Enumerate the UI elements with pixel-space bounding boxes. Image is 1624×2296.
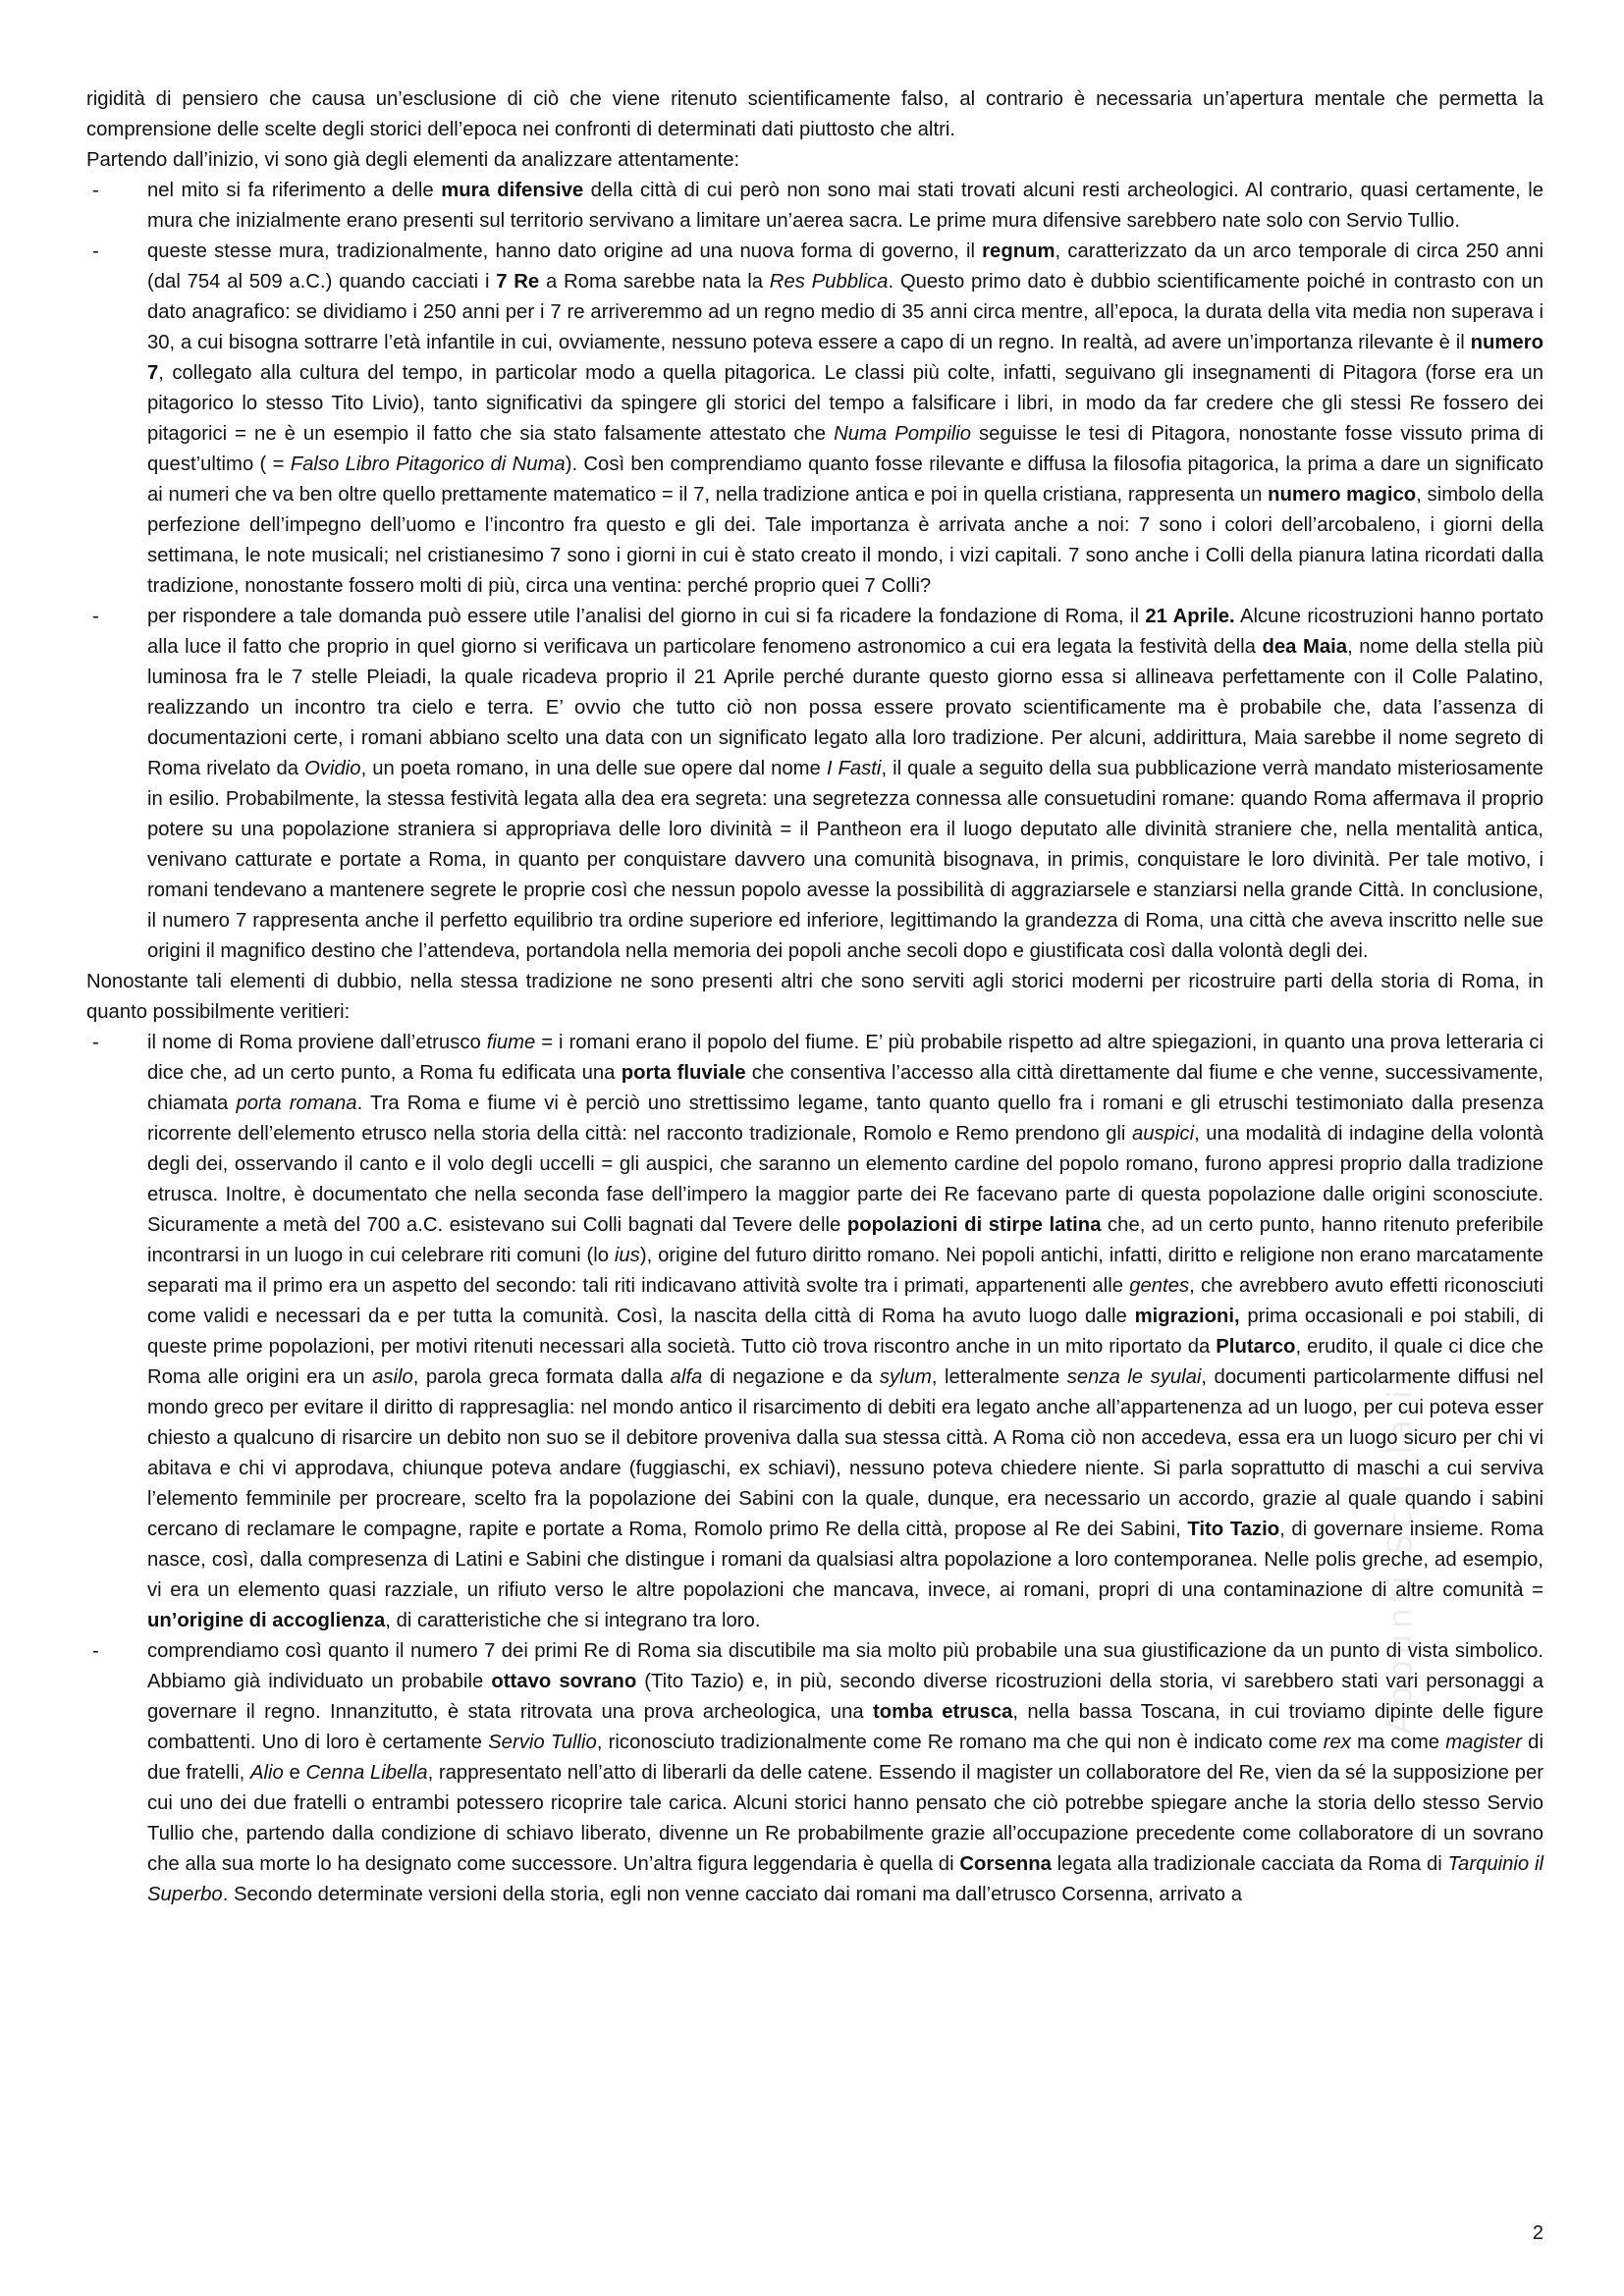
bold-text: numero magico <box>1268 484 1417 506</box>
dash-bullet-icon: - <box>92 1032 99 1053</box>
italic-text: porta romana <box>236 1093 357 1114</box>
text-run: . Tra Roma e fiume vi è perciò uno strettissimo legame, tanto quanto quello fra i romani e gli etruschi testimoniato dalla presenza ricorrente dell’elemento etrusco nella storia della città: nel racconto tradizionale, Romolo e Remo prendono gli <box>147 1093 1543 1145</box>
list-item <box>86 602 1543 967</box>
text-run: ). Così ben comprendiamo quanto fosse rilevante e diffusa la filosofia pitagorica, la prima a dare un significato ai numeri che va ben oltre quello prettamente matematico = il 7, nella tradizione antica e poi in quella cristiana, rappresenta un <box>147 454 1543 506</box>
italic-text: Falso Libro Pitagorico di Numa <box>290 454 566 475</box>
italic-text: Ovidio <box>304 758 361 779</box>
text-run: (Tito Tazio) e, in più, secondo diverse ricostruzioni della storia, vi sarebbero stati vari personaggi a governare il regno. Innanzitutto, è stata ritrovata una prova archeologica, una <box>147 1671 1543 1723</box>
bold-text: mura difensive <box>441 180 584 201</box>
italic-text: Servio Tullio <box>488 1732 597 1753</box>
italic-text: I Fasti <box>826 758 882 779</box>
bold-text: un’origine di accoglienza <box>147 1610 386 1631</box>
text-run: comprendiamo così quanto il numero 7 dei primi Re di Roma sia discutibile ma sia molto più probabile una sua giustificazione da un punto di vista simbolico. Abbiamo già individuato un probabile <box>147 1640 1543 1692</box>
bold-text: Corsenna <box>959 1853 1052 1875</box>
text-run: che, ad un certo punto, hanno ritenuto preferibile incontrarsi in un luogo in cui celebrare riti comuni (lo <box>147 1214 1543 1266</box>
text-run: , simbolo della perfezione dell’impegno dell’uomo e l’incontro fra questo e gli dei. Tale importanza è arrivata anche a noi: 7 sono i colori dell’arcobaleno, i giorni della settimana, le note musicali; nel cristianesimo 7 sono i giorni in cui è stato creato il mondo, i vizi capitali. 7 sono anche i Colli della pianura latina ricordati dalla tradizione, nonostante fossero molti di più, circa una ventina: perché proprio quei 7 Colli? <box>147 484 1544 597</box>
dash-bullet-icon: - <box>92 180 99 201</box>
text-run: , il quale a seguito della sua pubblicazione verrà mandato misteriosamente in esilio. Probabilmente, la stessa festività legata alla dea era segreta: una segretezza connessa alle consuetudini romane: quando Roma affermava il proprio potere su una popolazione straniera si appropriava delle loro divinità = il Pantheon era il luogo deputato alle divinità straniere che, nella mentalità antica, venivano catturate e portate a Roma, in quanto per conquistare davvero una comunità bisognava, in primis, conquistare le loro divinità. Per tale motivo, i romani tendevano a mantenere segrete le proprie così che nessun popolo avesse la possibilità di aggraziarsele e stanziarsi nella grande Città. In conclusione, il numero 7 rappresenta anche il perfetto equilibrio tra ordine superiore ed inferiore, legittimando la grandezza di Roma, una città che aveva inscritto nelle sue origini il magnifico destino che l’attendeva, portandola nella memoria dei popoli anche secoli dopo e giustificata così dalla volontà degli dei. <box>147 758 1543 962</box>
watermark <box>1361 1119 1439 1983</box>
text-run: , nella bassa Toscana, in cui troviamo dipinte delle figure combattenti. Uno di loro è certamente <box>147 1701 1543 1753</box>
italic-text: Alio <box>249 1762 284 1784</box>
bold-text: Tito Tazio <box>1187 1519 1280 1540</box>
bold-text: ottavo sovrano <box>491 1671 637 1692</box>
text-run: di due fratelli, <box>147 1732 1543 1784</box>
paragraph <box>86 84 1543 145</box>
italic-text: fiume <box>486 1032 536 1053</box>
text-run: Partendo dall’inizio, vi sono già degli elementi da analizzare attentamente: <box>86 149 740 171</box>
text-run: prima occasionali e poi stabili, di queste prime popolazioni, per motivi ritenuti necessari alla società. Tutto ciò trova riscontro anche in un mito riportato da <box>147 1306 1543 1358</box>
italic-text: ius <box>614 1245 640 1266</box>
italic-text: Res Pubblica <box>769 271 889 293</box>
list-item <box>86 1636 1543 1910</box>
text-run: nel mito si fa riferimento a delle <box>147 180 442 201</box>
italic-text: Tarquinio il Superbo <box>147 1853 1543 1905</box>
italic-text: rex <box>1323 1732 1351 1753</box>
text-run: , documenti particolarmente diffusi nel mondo greco per evitare il diritto di rappresaglia: nel mondo antico il risarcimento di debiti era legato anche all’appartenenza ad un luogo, per cui poteva esser chiesto a qualcuno di risarcire un debito non suo se il debitore proveniva dalla sua stessa città. A Roma ciò non accedeva, essa era un luogo sicuro per chi vi abitava e chi vi approdava, chiunque poteva andare (fuggiaschi, ex schiavi), nessuno poteva chiedere niente. Si parla soprattutto di maschi a cui serviva l’elemento femminile per procreare, scelto fra la popolazione dei Sabini con la quale, dunque, era necessario un accordo, grazie al quale quando i sabini cercano di reclamare le compagne, rapite e portate a Roma, Romolo primo Re della città, propose al Re dei Sabini, <box>147 1366 1544 1540</box>
text-run: = i romani erano il popolo del fiume. E’ più probabile rispetto ad altre spiegazioni, in quanto una prova letteraria ci dice che, ad un certo punto, a Roma fu edificata una <box>147 1032 1543 1084</box>
page-number: 2 <box>1532 2222 1543 2244</box>
dash-bullet-icon: - <box>92 1640 99 1662</box>
bold-text: 21 Aprile. <box>1145 606 1235 627</box>
text-run: seguisse le tesi di Pitagora, nonostante fosse vissuto prima di quest’ultimo ( = <box>147 423 1543 475</box>
bold-text: tomba etrusca <box>873 1701 1013 1723</box>
document-body <box>86 84 1543 1910</box>
text-run: , nome della stella più luminosa fra le 7 stelle Pleiadi, la quale ricadeva proprio il 21 Aprile perché durante questo giorno essa si allineava perfettamente con il Colle Palatino, realizzando un incontro tra cielo e terra. E’ ovvio che tutto ciò non possa essere provato scientificamente ma è probabile che, data l’assenza di documentazioni certe, i romani abbiano scelto una data con un significato legato alla loro tradizione. Per alcuni, addirittura, Maia sarebbe il nome segreto di Roma rivelato da <box>147 636 1543 779</box>
text-run: . Secondo determinate versioni della storia, egli non venne cacciato dai romani ma dall’etrusco Corsenna, arrivato a <box>222 1884 1242 1905</box>
text-run: ma come <box>1350 1732 1446 1753</box>
text-run: , di caratteristiche che si integrano tra loro. <box>385 1610 761 1631</box>
text-run: , di governare insieme. Roma nasce, così, dalla compresenza di Latini e Sabini che distingue i romani da qualsiasi altra popolazione a loro contemporanea. Nelle polis greche, ad esempio, vi era un elemento quasi razziale, un rifiuto verso le altre popolazioni che mancava, invece, ai romani, propri di una contaminazione di altre comunità = <box>147 1519 1544 1601</box>
document-page <box>86 84 1543 2273</box>
text-run: della città di cui però non sono mai stati trovati alcuni resti archeologici. Al contrario, quasi certamente, le mura che inizialmente erano presenti sul territorio servivano a limitare un’aerea sacra. Le prime mura difensive sarebbero nate solo con Servio Tullio. <box>147 180 1543 232</box>
italic-text: sylum <box>879 1366 932 1388</box>
text-run: , caratterizzato da un arco temporale di circa 250 anni (dal 754 al 509 a.C.) quando cacciati i <box>147 240 1543 293</box>
text-run: , riconosciuto tradizionalmente come Re romano ma che qui non è indicato come <box>596 1732 1324 1753</box>
text-run: di negazione e da <box>702 1366 880 1388</box>
text-run: il nome di Roma proviene dall’etrusco <box>147 1032 487 1053</box>
text-run: , collegato alla cultura del tempo, in particolar modo a quella pitagorica. Le classi più colte, infatti, seguivano gli insegnamenti di Pitagora (forse era un pitagorico lo stesso Tito Livio), tanto significativi da spingere gli storici del tempo a falsificare i libri, in modo da far credere che gli stessi Re fossero dei pitagorici = ne è un esempio il fatto che sia stato falsamente attestato che <box>147 362 1543 445</box>
bold-text: 7 Re <box>496 271 540 293</box>
italic-text: alfa <box>670 1366 703 1388</box>
bold-text: migrazioni, <box>1134 1306 1240 1327</box>
text-run: , una modalità di indagine della volontà degli dei, osservando il canto e il volo degli uccelli = gli auspici, che saranno un elemento cardine del popolo romano, furono appresi proprio dalla tradizione etrusca. Inoltre, è documentato che nella seconda fase dell’impero la maggior parte dei Re facevano parte di questa popolazione dalle origini sconosciute. Sicuramente a metà del 700 a.C. esistevano sui Colli bagnati dal Tevere delle <box>147 1123 1543 1236</box>
text-run: , letteralmente <box>931 1366 1067 1388</box>
text-run: Alcune ricostruzioni hanno portato alla luce il fatto che proprio in quel giorno si verificava un particolare fenomeno astronomico a cui era legata la festività della <box>147 606 1543 658</box>
text-run: , erudito, il quale ci dice che Roma alle origini era un <box>147 1336 1543 1388</box>
italic-text: magister <box>1445 1732 1522 1753</box>
bold-text: numero 7 <box>147 332 1543 384</box>
text-run: che consentiva l’accesso alla città direttamente dal fiume e che venne, successivamente, chiamata <box>147 1062 1543 1114</box>
bold-text: popolazioni di stirpe latina <box>846 1214 1102 1236</box>
list-item <box>86 176 1543 237</box>
italic-text: gentes <box>1129 1275 1190 1297</box>
text-run: queste stesse mura, tradizionalmente, hanno dato origine ad una nuova forma di governo, il <box>147 240 983 262</box>
italic-text: auspici <box>1131 1123 1195 1145</box>
bullet-list <box>86 1028 1543 1910</box>
dash-bullet-icon: - <box>92 240 99 262</box>
italic-text: senza le syulai <box>1066 1366 1202 1388</box>
list-item <box>86 1028 1543 1636</box>
watermark-text: Appunti.Scuola.it <box>1380 1366 1421 1735</box>
text-run: , che avrebbero avuto effetti riconosciuti come validi e necessari da e per tutta la comunità. Così, la nascita della città di Roma ha avuto luogo dalle <box>147 1275 1543 1327</box>
bold-text: regnum <box>982 240 1056 262</box>
text-run: Nonostante tali elementi di dubbio, nella stessa tradizione ne sono presenti altri che sono serviti agli storici moderni per ricostruire parti della storia di Roma, in quanto possibilmente veritieri: <box>86 971 1543 1023</box>
bold-text: Plutarco <box>1216 1336 1296 1358</box>
text-run: , parola greca formata dalla <box>412 1366 671 1388</box>
italic-text: Cenna Libella <box>305 1762 428 1784</box>
italic-text: asilo <box>372 1366 413 1388</box>
paragraph <box>86 967 1543 1028</box>
text-run: a Roma sarebbe nata la <box>539 271 770 293</box>
text-run: , un poeta romano, in una delle sue opere dal nome <box>360 758 827 779</box>
text-run: legata alla tradizionale cacciata da Roma di <box>1051 1853 1448 1875</box>
dash-bullet-icon: - <box>92 606 99 627</box>
text-run: , rappresentato nell’atto di liberarli da delle catene. Essendo il magister un collaboratore del Re, vien da sé la supposizione per cui uno dei due fratelli o entrambi potessero ricoprire tale carica. Alcuni storici hanno pensato che ciò potrebbe spiegare anche la storia dello stesso Servio Tullio che, partendo dalla condizione di schiavo liberato, divenne un Re probabilmente grazie all’occupazione precedente come collaboratore di un sovrano che alla sua morte lo ha designato come successore. Un’altra figura leggendaria è quella di <box>147 1762 1543 1875</box>
italic-text: Numa Pompilio <box>834 423 971 445</box>
text-run: . Questo primo dato è dubbio scientificamente poiché in contrasto con un dato anagrafico: se dividiamo i 250 anni per i 7 re arriveremmo ad un regno medio di 35 anni circa mentre, all’epoca, la durata della vita media non superava i 30, a cui bisogna sottrarre l’età infantile in cui, ovviamente, nessuno poteva essere a capo di un regno. In realtà, ad avere un’importanza rilevante è il <box>147 271 1543 353</box>
text-run: rigidità di pensiero che causa un’esclusione di ciò che viene ritenuto scientificamente falso, al contrario è necessaria un’apertura mentale che permetta la comprensione delle scelte degli storici dell’epoca nei confronti di determinati dati piuttosto che altri. <box>86 88 1543 140</box>
paragraph <box>86 145 1543 176</box>
bold-text: porta fluviale <box>621 1062 746 1084</box>
bullet-list <box>86 176 1543 967</box>
text-run: e <box>283 1762 306 1784</box>
text-run: per rispondere a tale domanda può essere utile l’analisi del giorno in cui si fa ricadere la fondazione di Roma, il <box>147 606 1146 627</box>
bold-text: dea Maia <box>1262 636 1348 658</box>
list-item <box>86 237 1543 602</box>
text-run: ), origine del futuro diritto romano. Nei popoli antichi, infatti, diritto e religione non erano marcatamente separati ma il primo era un aspetto del secondo: tali riti indicavano attività svolte tra i primati, appartenenti alle <box>147 1245 1544 1297</box>
